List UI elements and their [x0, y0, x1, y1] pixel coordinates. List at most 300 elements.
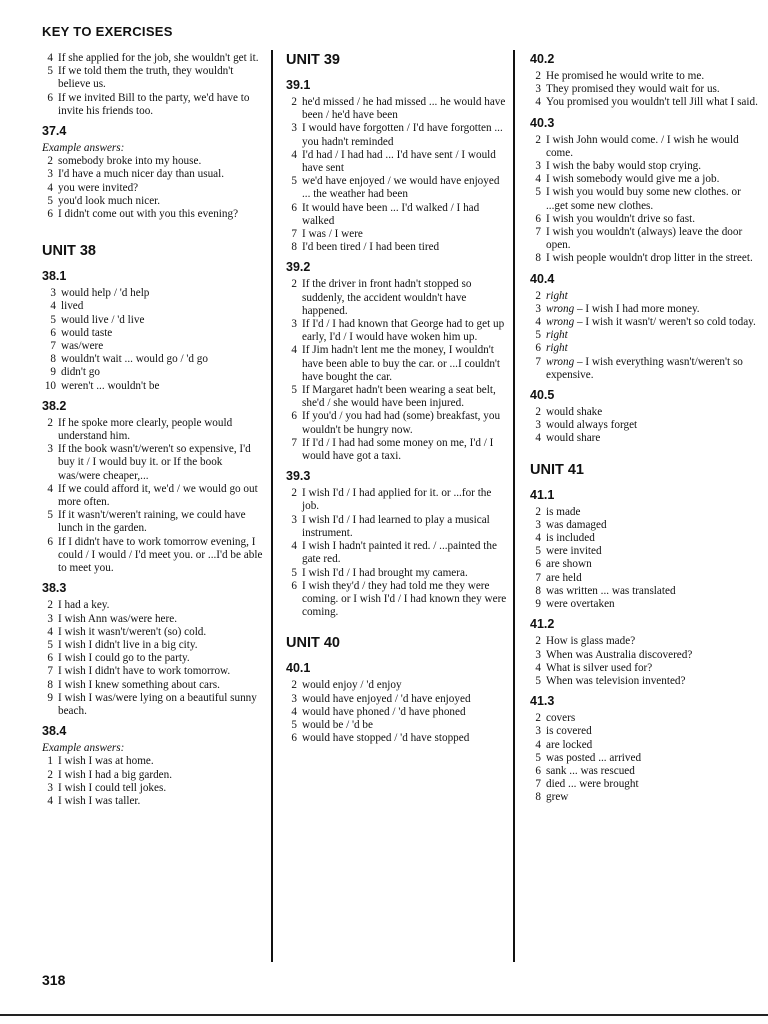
answer-list [530, 635, 758, 688]
answer-text: he'd missed / he had missed ... he would have been / he'd have been [302, 96, 506, 122]
answer-number: 2 [535, 289, 541, 302]
answer-item [530, 598, 758, 611]
answer-number: 9 [47, 691, 53, 704]
answer-number: 2 [47, 599, 53, 612]
answer-number: 4 [535, 738, 541, 751]
answer-number: 7 [291, 436, 297, 449]
answer-text: I wish I was at home. [58, 755, 154, 768]
answer-item [286, 384, 508, 410]
answer-item [530, 765, 758, 778]
answer-number: 3 [535, 518, 541, 531]
answer-text: somebody broke into my house. [58, 155, 202, 168]
answer-text: I was / I were [302, 228, 363, 241]
answer-text: is included [546, 532, 595, 545]
answer-number: 5 [47, 194, 53, 207]
answer-item [42, 536, 264, 576]
answer-item [42, 287, 264, 300]
answer-item [42, 195, 264, 208]
answer-text: I had a key. [58, 599, 110, 612]
answer-number: 8 [535, 584, 541, 597]
exercise-note: Example answers: [42, 742, 125, 755]
answer-number: 9 [535, 598, 541, 611]
answer-item [286, 679, 508, 692]
answer-number: 5 [535, 674, 541, 687]
answer-text: If I'd / I had had some money on me, I'd / I would have got a taxi. [302, 436, 494, 463]
answer-number: 4 [47, 482, 53, 495]
answer-text: I wish I had a big garden. [58, 768, 173, 781]
answer-text: If you'd / you had had (some) breakfast, you wouldn't be hungry now. [302, 410, 501, 436]
answer-text: was written ... was translated [546, 584, 676, 597]
answer-item [530, 712, 758, 725]
answer-item [530, 432, 758, 445]
answer-item [530, 791, 758, 804]
answer-text: wouldn't wait ... would go / 'd go [61, 353, 208, 366]
answer-item [530, 290, 758, 303]
answer-number: 2 [47, 155, 53, 168]
answer-number: 6 [291, 201, 297, 214]
answer-number: 4 [535, 316, 541, 329]
answer-number: 4 [47, 181, 53, 194]
answer-text: would shake [546, 406, 603, 419]
answer-number: 6 [47, 208, 53, 221]
answer-item [42, 168, 264, 181]
answer-text: I wish I didn't live in a big city. [58, 638, 198, 651]
exercise-title: 38.2 [42, 398, 67, 413]
exercise-title: 40.5 [530, 388, 555, 403]
answer-text: If we could afford it, we'd / we would go out more often. [58, 482, 258, 509]
answer-number: 2 [535, 70, 541, 82]
answer-item [286, 96, 508, 122]
answer-item [286, 241, 508, 254]
exercise-title: 41.1 [530, 487, 555, 502]
answer-text: didn't go [61, 366, 100, 379]
answer-text: I wish they'd / they had told me they were coming. or I wish I'd / I had known they were coming. [302, 579, 507, 619]
answer-item [286, 175, 508, 201]
answer-number: 2 [535, 505, 541, 518]
answer-item [286, 540, 508, 566]
answer-text: I wish I hadn't painted it red. / ...painted the gate red. [302, 540, 497, 566]
answer-number: 2 [535, 133, 541, 146]
answer-number: 4 [47, 625, 53, 638]
answer-item [530, 532, 758, 545]
answer-text: I wish I didn't have to work tomorrow. [58, 665, 231, 678]
answer-number: 5 [291, 175, 297, 188]
answer-item [42, 314, 264, 327]
answer-number: 8 [50, 353, 56, 366]
answer-text: would have phoned / 'd have phoned [302, 705, 466, 718]
page-bottom-edge [0, 1014, 768, 1016]
answer-number: 4 [50, 300, 56, 313]
answer-number: 2 [535, 635, 541, 648]
answer-number: 2 [291, 96, 297, 108]
answer-list [42, 599, 264, 718]
answer-number: 1 [47, 755, 53, 768]
answer-number: 3 [47, 781, 53, 794]
answer-number: 3 [535, 648, 541, 661]
answer-text: we'd have enjoyed / we would have enjoyed ... the weather had been [302, 175, 500, 201]
page-number: 318 [42, 972, 66, 988]
answer-item [530, 329, 758, 342]
exercise-note: Example answers: [42, 142, 125, 155]
answer-text: If Jim hadn't lent me the money, I wouldn't have been able to buy the car. or ...I couldn't have bought the car. [302, 344, 501, 383]
answer-item [530, 558, 758, 571]
answer-item [286, 580, 508, 620]
exercise-title: 41.3 [530, 694, 555, 709]
answer-list [286, 278, 508, 463]
answer-text: If I didn't have to work tomorrow evening, I could / I would / I'd meet you. or ...I'd be able to meet you. [58, 535, 263, 575]
answer-item [42, 380, 264, 393]
answer-item [42, 353, 264, 366]
answer-list [530, 506, 758, 612]
answer-text: If Margaret hadn't been wearing a seat belt, she'd / she would have been injured. [302, 384, 496, 410]
answer-item [42, 626, 264, 639]
answer-number: 3 [291, 692, 297, 705]
answer-text: When was television invented? [546, 674, 686, 687]
answer-item [530, 739, 758, 752]
answer-list [530, 406, 758, 446]
answer-number: 8 [535, 252, 541, 265]
answer-text: wrong – I wish it wasn't/ weren't so cold today. [546, 316, 756, 329]
answer-text: would live / 'd live [61, 313, 145, 326]
answer-number: 6 [291, 410, 297, 423]
answer-text: I wish I'd / I had brought my camera. [302, 566, 468, 579]
answer-text: I wish people wouldn't drop litter in the street. [546, 252, 753, 265]
answer-number: 5 [535, 751, 541, 764]
answer-list [530, 712, 758, 804]
answer-item [286, 318, 508, 344]
answer-text: sank ... was rescued [546, 764, 635, 777]
answer-text: you'd look much nicer. [58, 194, 161, 207]
column-1 [42, 52, 264, 808]
answer-number: 2 [535, 406, 541, 419]
answer-item [286, 437, 508, 463]
answer-item [42, 366, 264, 379]
answer-text: If we told them the truth, they wouldn't believe us. [58, 65, 234, 91]
answer-text: I wish I was taller. [58, 794, 141, 807]
answer-list [42, 287, 264, 393]
answer-text: I wish you wouldn't (always) leave the door open. [546, 226, 743, 252]
answer-text: I'd been tired / I had been tired [302, 241, 440, 254]
answer-number: 3 [535, 302, 541, 315]
answer-text: would be / 'd be [302, 718, 373, 731]
answer-text: weren't ... wouldn't be [61, 379, 160, 392]
answer-number: 2 [535, 712, 541, 725]
answer-text: lived [61, 300, 84, 313]
answer-text: I wish Ann was/were here. [58, 612, 177, 625]
answer-item [530, 252, 758, 265]
answer-number: 3 [535, 419, 541, 432]
answer-number: 3 [47, 443, 53, 456]
answer-text: was posted ... arrived [546, 751, 642, 764]
answer-text: They promised they would wait for us. [546, 83, 720, 96]
answer-text: I wish I was/were lying on a beautiful sunny beach. [58, 691, 257, 717]
answer-item [286, 202, 508, 228]
answer-number: 4 [535, 661, 541, 674]
answer-number: 10 [44, 379, 56, 392]
answer-number: 5 [535, 186, 541, 199]
answer-list [42, 155, 264, 221]
answer-list [42, 52, 264, 118]
answer-number: 4 [47, 52, 53, 64]
answer-number: 4 [291, 344, 297, 357]
answer-item [530, 519, 758, 532]
answer-item [286, 278, 508, 318]
answer-text: was/were [61, 340, 104, 353]
answer-item [530, 186, 758, 212]
answer-item [42, 782, 264, 795]
answer-number: 6 [535, 764, 541, 777]
answer-item [530, 635, 758, 648]
answer-number: 2 [291, 679, 297, 692]
answer-number: 3 [291, 513, 297, 526]
answer-list [42, 417, 264, 575]
answer-text: would enjoy / 'd enjoy [302, 679, 402, 692]
answer-item [530, 303, 758, 316]
exercise-title: 37.4 [42, 124, 67, 139]
answer-item [42, 665, 264, 678]
answer-item [286, 706, 508, 719]
answer-text: It would have been ... I'd walked / I had walked [302, 201, 480, 227]
answer-number: 2 [291, 487, 297, 500]
answer-item [530, 725, 758, 738]
answer-text: When was Australia discovered? [546, 648, 693, 661]
answer-number: 5 [47, 638, 53, 651]
answer-list [530, 290, 758, 382]
answer-item [530, 173, 758, 186]
answer-text: You promised you wouldn't tell Jill what I said. [546, 96, 758, 109]
answer-item [42, 182, 264, 195]
answer-text: right [546, 289, 568, 302]
answer-number: 5 [291, 384, 297, 397]
answer-item [530, 572, 758, 585]
answer-item [286, 122, 508, 148]
answer-number: 4 [291, 148, 297, 161]
answer-item [530, 316, 758, 329]
column-2 [286, 52, 508, 745]
answer-number: 6 [535, 212, 541, 225]
exercise-title: 40.4 [530, 271, 555, 286]
answer-item [286, 567, 508, 580]
answer-text: I wish it wasn't/weren't (so) cold. [58, 625, 207, 638]
answer-text: I didn't come out with you this evening? [58, 208, 239, 221]
answer-number: 8 [47, 678, 53, 691]
exercise-title: 38.1 [42, 269, 67, 284]
answer-text: would taste [61, 326, 113, 339]
answer-item [42, 613, 264, 626]
answer-number: 7 [47, 665, 53, 678]
answer-number: 6 [291, 579, 297, 592]
answer-item [42, 483, 264, 509]
answer-text: wrong – I wish everything wasn't/weren't so expensive. [546, 355, 743, 381]
answer-text: How is glass made? [546, 635, 636, 648]
answer-item [530, 506, 758, 519]
answer-text: would always forget [546, 419, 638, 432]
answer-text: would help / 'd help [61, 287, 150, 300]
answer-number: 3 [535, 83, 541, 96]
answer-item [286, 732, 508, 745]
answer-text: is covered [546, 725, 592, 738]
answer-item [42, 92, 264, 118]
answer-number: 6 [47, 535, 53, 548]
answer-number: 4 [535, 432, 541, 445]
answer-number: 5 [47, 65, 53, 78]
answer-number: 5 [535, 329, 541, 342]
answer-item [42, 639, 264, 652]
answer-text: are shown [546, 558, 592, 571]
answer-text: grew [546, 791, 569, 804]
answer-number: 4 [535, 532, 541, 545]
answer-text: I wish the baby would stop crying. [546, 160, 702, 173]
answer-number: 3 [47, 168, 53, 181]
answer-number: 5 [291, 718, 297, 731]
answer-item [286, 344, 508, 384]
answer-list [286, 679, 508, 745]
answer-text: If the driver in front hadn't stopped so suddenly, the accident wouldn't have happened. [302, 278, 472, 317]
answer-text: I wish I could tell jokes. [58, 781, 167, 794]
answer-item [286, 719, 508, 732]
answer-item [530, 356, 758, 382]
answer-text: He promised he would write to me. [546, 70, 705, 82]
answer-item [530, 419, 758, 432]
answer-item [42, 679, 264, 692]
answer-text: If he spoke more clearly, people would understand him. [58, 416, 233, 443]
answer-item [42, 755, 264, 768]
column-divider [513, 50, 515, 962]
answer-number: 2 [291, 278, 297, 291]
answer-text: you were invited? [58, 181, 139, 194]
answer-text: are held [546, 571, 582, 584]
unit-title: UNIT 38 [42, 243, 96, 260]
unit-title: UNIT 39 [286, 52, 340, 68]
answer-item [530, 675, 758, 688]
answer-item [42, 769, 264, 782]
answer-number: 7 [535, 355, 541, 368]
answer-text: would share [546, 432, 601, 445]
answer-number: 7 [291, 228, 297, 241]
answer-text: died ... were brought [546, 778, 639, 791]
answer-item [530, 70, 758, 83]
exercise-title: 40.2 [530, 52, 555, 66]
column-3 [530, 52, 758, 805]
answer-text: covers [546, 712, 576, 725]
answer-item [42, 52, 264, 65]
answer-number: 8 [291, 241, 297, 254]
answer-number: 3 [535, 160, 541, 173]
answer-item [286, 149, 508, 175]
answer-list [530, 70, 758, 110]
answer-number: 6 [47, 652, 53, 665]
answer-text: were invited [546, 545, 602, 558]
answer-item [530, 342, 758, 355]
answer-text: If we invited Bill to the party, we'd have to invite his friends too. [58, 91, 250, 117]
answer-number: 4 [47, 794, 53, 807]
unit-title: UNIT 40 [286, 635, 340, 652]
answer-number: 2 [47, 768, 53, 781]
answer-text: right [546, 329, 568, 342]
answer-number: 3 [47, 612, 53, 625]
answer-number: 5 [291, 566, 297, 579]
answer-text: If she applied for the job, she wouldn't get it. [58, 52, 259, 64]
exercise-title: 40.3 [530, 115, 555, 130]
answer-item [42, 65, 264, 91]
answer-item [42, 509, 264, 535]
answer-text: were overtaken [546, 598, 615, 611]
answer-text: I'd have a much nicer day than usual. [58, 168, 225, 181]
answer-list [530, 134, 758, 266]
answer-item [286, 514, 508, 540]
answer-item [286, 228, 508, 241]
answer-item [42, 327, 264, 340]
answer-text: I wish I knew something about cars. [58, 678, 220, 691]
answer-item [530, 406, 758, 419]
answer-item [530, 778, 758, 791]
answer-number: 6 [50, 326, 56, 339]
answer-item [42, 155, 264, 168]
answer-item [530, 213, 758, 226]
answer-number: 4 [535, 96, 541, 109]
answer-item [530, 134, 758, 160]
answer-number: 3 [291, 318, 297, 331]
answer-text: would have stopped / 'd have stopped [302, 732, 470, 745]
answer-item [42, 795, 264, 808]
answer-number: 3 [291, 122, 297, 135]
answer-number: 5 [535, 545, 541, 558]
unit-title: UNIT 41 [530, 461, 584, 478]
answer-number: 7 [50, 340, 56, 353]
exercise-title: 40.1 [286, 661, 311, 676]
answer-item [530, 662, 758, 675]
exercise-title: 41.2 [530, 617, 555, 632]
exercise-title: 38.3 [42, 581, 67, 596]
answer-number: 7 [535, 226, 541, 239]
answer-list [286, 96, 508, 254]
answer-number: 3 [50, 287, 56, 300]
answer-list [42, 755, 264, 808]
answer-item [42, 443, 264, 483]
answer-item [530, 545, 758, 558]
answer-item [530, 83, 758, 96]
answer-item [530, 649, 758, 662]
answer-item [42, 652, 264, 665]
answer-number: 6 [47, 91, 53, 104]
page-header: KEY TO EXERCISES [42, 24, 173, 39]
answer-number: 6 [291, 732, 297, 745]
answer-item [42, 208, 264, 221]
answer-text: would have enjoyed / 'd have enjoyed [302, 692, 471, 705]
answer-text: I wish I'd / I had learned to play a musical instrument. [302, 513, 490, 539]
answer-item [530, 752, 758, 765]
answer-number: 4 [535, 173, 541, 186]
answer-text: I wish somebody would give me a job. [546, 173, 720, 186]
answer-text: I wish you wouldn't drive so fast. [546, 212, 695, 225]
answer-text: I would have forgotten / I'd have forgotten ... you hadn't reminded [302, 122, 503, 148]
answer-number: 2 [47, 416, 53, 429]
answer-number: 9 [50, 366, 56, 379]
answer-number: 7 [535, 571, 541, 584]
answer-item [42, 417, 264, 443]
answer-text: I'd had / I had had ... I'd have sent / I would have sent [302, 148, 496, 175]
answer-item [530, 160, 758, 173]
answer-text: are locked [546, 738, 593, 751]
answer-text: If the book wasn't/weren't so expensive, I'd buy it / I would buy it. or If the book was/were cheaper,... [58, 443, 251, 482]
answer-text: If it wasn't/weren't raining, we could have lunch in the garden. [58, 509, 246, 535]
exercise-title: 39.3 [286, 469, 311, 484]
answer-item [286, 693, 508, 706]
answer-number: 4 [291, 540, 297, 553]
answer-text: is made [546, 505, 581, 518]
answer-item [530, 226, 758, 252]
answer-text: I wish John would come. / I wish he would come. [546, 133, 739, 159]
